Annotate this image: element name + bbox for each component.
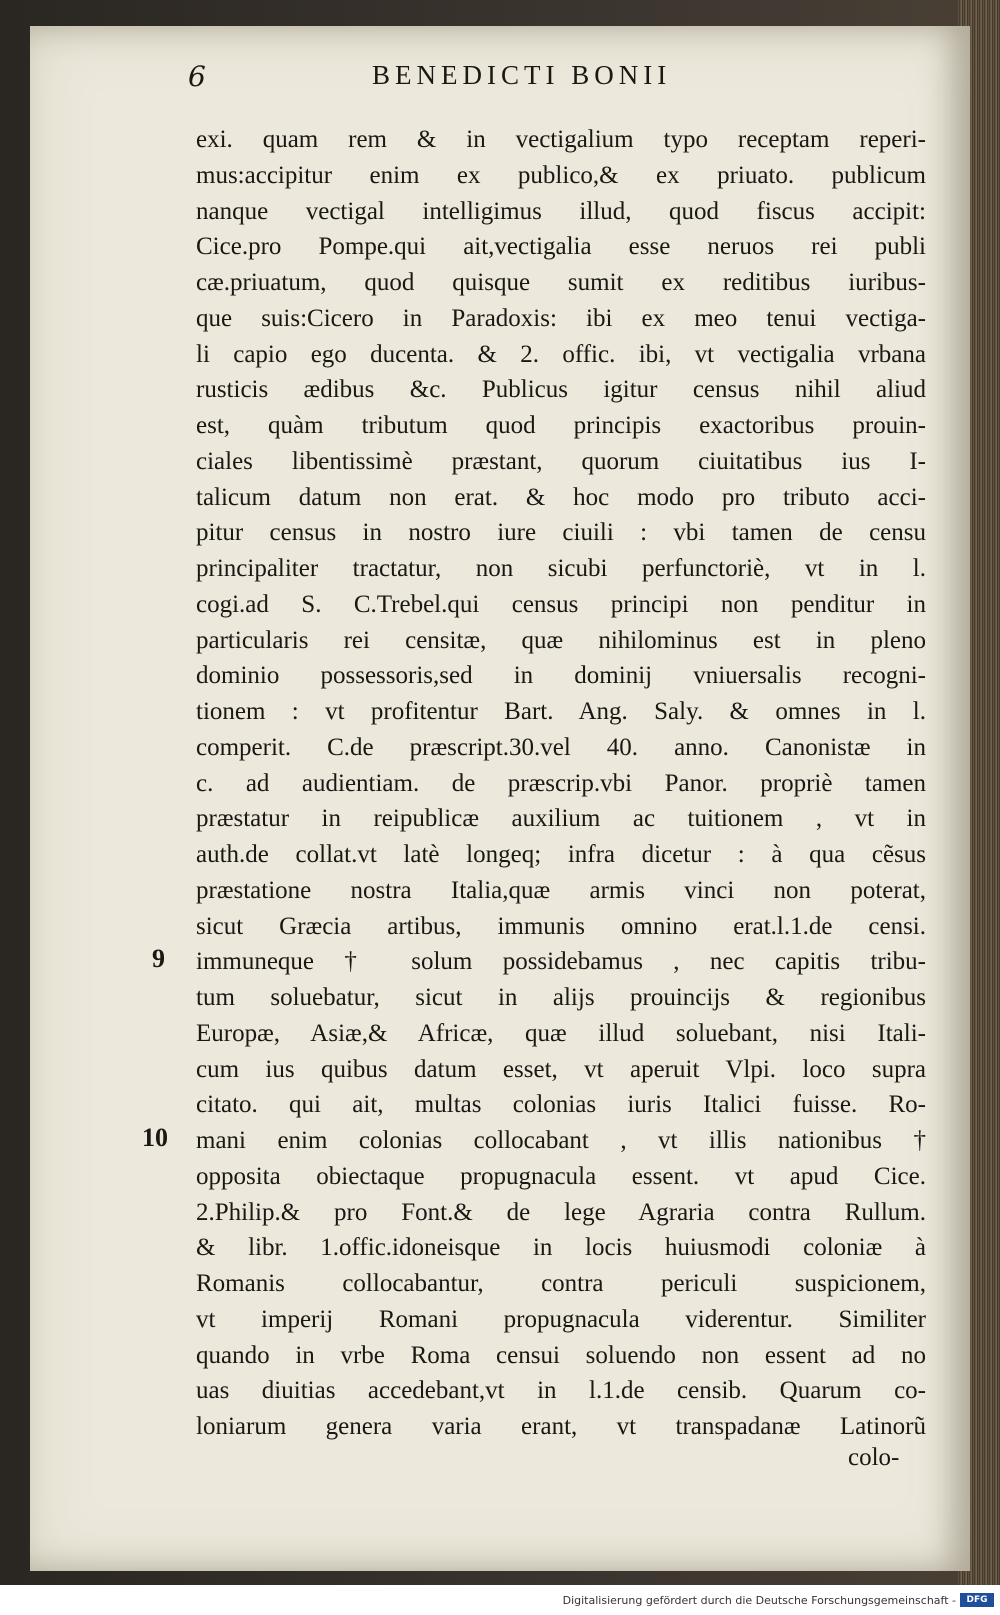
margin-note-number: 10 [142,1123,168,1152]
text-line: ciales libentissimè præstant, quorum ciuitatibus ius I- [196,447,926,475]
running-title: BENEDICTI BONII [372,60,672,90]
text-line: Romanis collocabantur, contra periculi suspicionem, [196,1270,926,1297]
text-line: Europæ, Asiæ,& Africæ, quæ illud soluebant, nisi Itali- [196,1019,926,1047]
dfg-logo-icon: DFG [960,1593,994,1607]
text-line: uas diuitias accedebant,vt in l.1.de censib. Quarum co- [196,1377,926,1405]
text-line: sicut Græcia artibus, immunis omnino erat.l.1.de censi. [196,912,926,940]
text-line: Cice.pro Pompe.qui ait,vectigalia esse neruos rei publi [196,233,926,261]
margin-note-number: 9 [152,944,165,973]
running-head [188,60,768,100]
text-line: 2.Philip.& pro Font.& de lege Agraria contra Rullum. [196,1198,926,1226]
text-line: nanque vectigal intelligimus illud, quod fiscus accipit: [196,197,926,225]
page-number: 6 [188,60,206,93]
text-line: dominio possessoris,sed in dominij vniuersalis recogni- [196,662,926,690]
text-line: mani enim colonias collocabant , vt illis nationibus † [196,1127,926,1154]
text-line: opposita obiectaque propugnacula essent. vt apud Cice. [196,1162,926,1190]
catchword: colo- [848,1444,900,1471]
text-line: præstatione nostra Italia,quæ armis vinci non poterat, [196,876,926,904]
text-line: loniarum genera varia erant, vt transpadanæ Latinorũ [196,1413,926,1440]
text-line: cæ.priuatum, quod quisque sumit ex reditibus iuribus- [196,269,926,296]
text-line: immuneque † solum possidebamus , nec capitis tribu- [196,948,926,976]
text-line: rusticis ædibus &c. Publicus igitur census nihil aliud [196,376,926,404]
text-line: pitur census in nostro iure ciuili : vbi tamen de censu [196,519,926,547]
text-line: præstatur in reipublicæ auxilium ac tuitionem , vt in [196,805,926,833]
text-line: exi. quam rem & in vectigalium typo receptam reperi- [196,126,926,153]
text-line: citato. qui ait, multas colonias iuris Italici fuisse. Ro- [196,1091,926,1119]
text-line: mus:accipitur enim ex publico,& ex priuato. publicum [196,161,926,189]
text-line: cum ius quibus datum esset, vt aperuit Vlpi. loco supra [196,1055,926,1083]
digitization-footer [0,1585,1000,1615]
text-line: tionem : vt profitentur Bart. Ang. Saly. & omnes in l. [196,698,926,725]
body-text [196,122,926,1445]
text-line: auth.de collat.vt latè longeq; infra dicetur : à qua cẽsus [196,841,926,868]
text-line: particularis rei censitæ, quæ nihilominus est in pleno [196,626,926,654]
text-line: principaliter tractatur, non sicubi perfunctoriè, vt in l. [196,555,926,582]
text-line: vt imperij Romani propugnacula viderentur. Similiter [196,1305,926,1333]
text-line: est, quàm tributum quod principis exactoribus prouin- [196,412,926,439]
footer-credit: Digitalisierung gefördert durch die Deutsche Forschungsgemeinschaft - [562,1594,956,1607]
text-line: cogi.ad S. C.Trebel.qui census principi non penditur in [196,590,926,618]
text-line: comperit. C.de præscript.30.vel 40. anno. Canonistæ in [196,733,926,761]
text-line: que suis:Cicero in Paradoxis: ibi ex meo tenui vectiga- [196,304,926,332]
text-line: & libr. 1.offic.idoneisque in locis huiusmodi coloniæ à [196,1234,926,1262]
text-line: c. ad audientiam. de præscrip.vbi Panor. propriè tamen [196,769,926,797]
text-line: li capio ego ducenta. & 2. offic. ibi, vt vectigalia vrbana [196,340,926,368]
text-line: talicum datum non erat. & hoc modo pro tributo acci- [196,483,926,511]
text-line: quando in vrbe Roma censui soluendo non essent ad no [196,1341,926,1369]
text-line: tum soluebatur, sicut in alijs prouincijs & regionibus [196,984,926,1011]
